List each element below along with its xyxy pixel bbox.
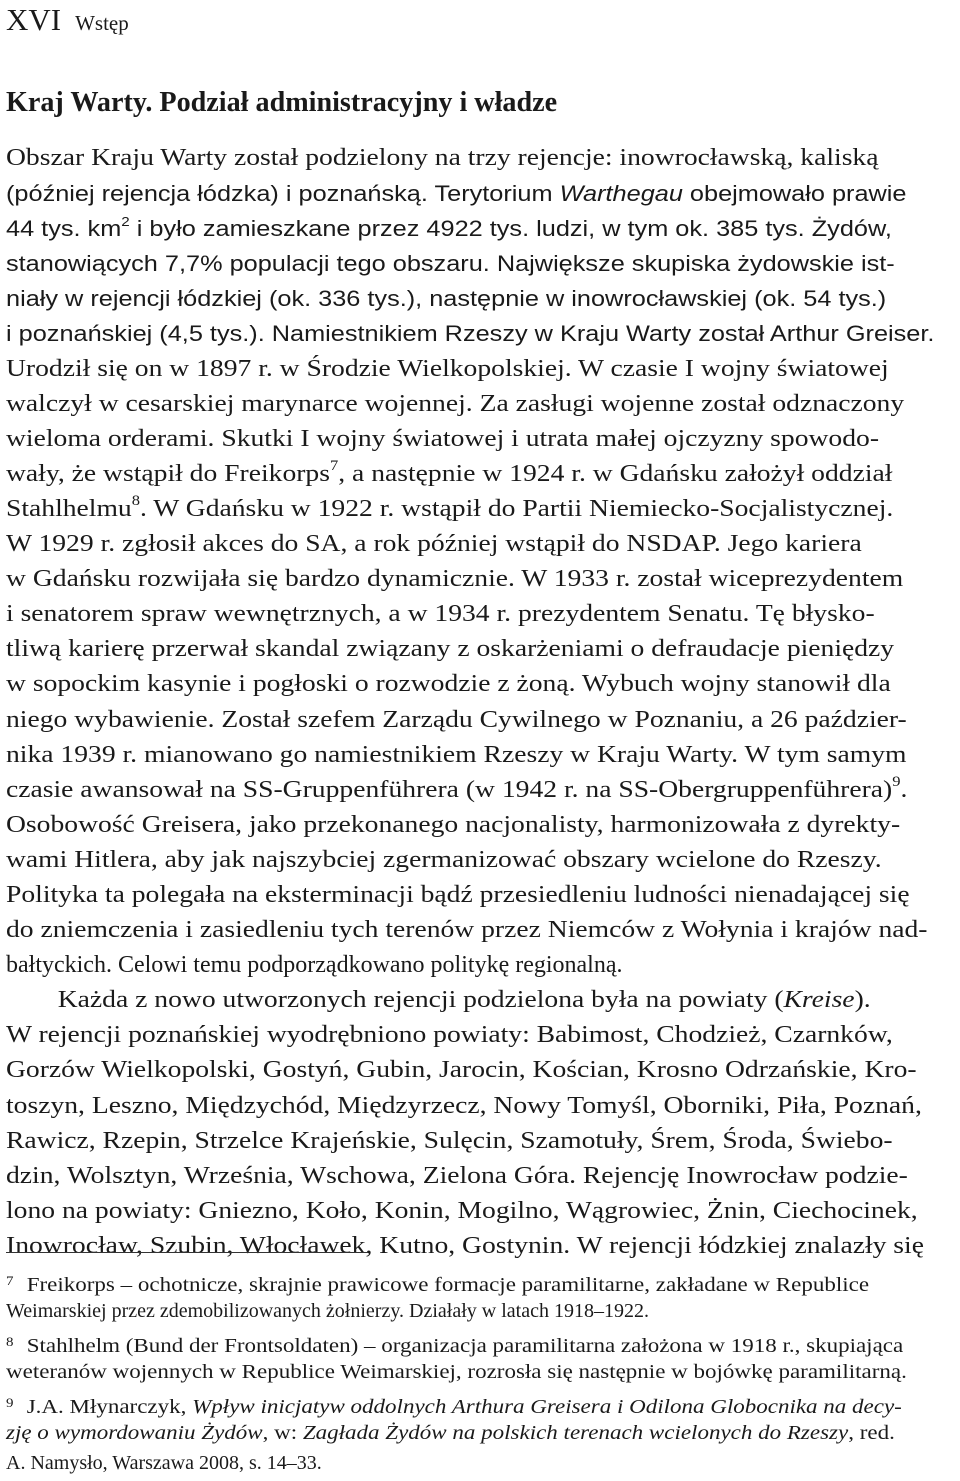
text-line	[6, 141, 956, 176]
text-line-content: (później rejencja łódzka) i poznańską. Terytorium Warthegau obejmowało prawie	[6, 181, 907, 207]
footnote-line	[6, 1327, 956, 1357]
footnote-line	[6, 1296, 956, 1326]
text-line-content: do zniemczenia i zasiedleniu tych terenów przez Niemców z Wołynia i krajów nad-	[6, 917, 928, 944]
text-line-content: lono na powiaty: Gniezno, Koło, Konin, Mogilno, Wągrowiec, Żnin, Ciechocinek,	[6, 1197, 918, 1224]
text-line-content: toszyn, Leszno, Międzychód, Międzyrzecz, Nowy Tomyśl, Oborniki, Piła, Poznań,	[6, 1092, 922, 1119]
footnote-number: 9	[6, 1394, 14, 1410]
text-line-content: Inowrocław, Szubin, Włocławek, Kutno, Gostynin. W rejencji łódzkiej znalazły się	[6, 1232, 924, 1259]
text-line-content: niały w rejencji łódzkiej (ok. 336 tys.), następnie w inowrocławskiej (ok. 54 tys.)	[6, 286, 887, 312]
footnote-text: A. Namysło, Warszawa 2008, s. 14–33.	[6, 1452, 322, 1475]
text-line-content: W 1929 r. zgłosił akces do SA, a rok później wstąpił do NSDAP. Jego kariera	[6, 531, 862, 558]
running-title: Wstęp	[75, 11, 129, 35]
text-line-content: wały, że wstąpił do Freikorps$^7$, a następnie w 1924 r. w Gdańsku założył oddział	[6, 458, 893, 487]
text-line	[6, 983, 956, 1018]
text-line	[6, 387, 956, 422]
text-line-content: Każda z nowo utworzonych rejencji podzielona była na powiaty (Kreise).	[57, 987, 871, 1014]
text-line-content: Stahlhelmu$^8$. W Gdańsku w 1922 r. wstąpił do Partii Niemiecko-Socjalistycznej.	[6, 493, 894, 522]
footnote-text: 8 Stahlhelm (Bund der Frontsoldaten) – organizacja paramilitarna założona w 1918 r., skupiająca	[6, 1327, 903, 1361]
text-line	[6, 176, 956, 211]
running-header	[6, 0, 129, 40]
text-line-content: Polityka ta polegała na eksterminacji bądź przesiedleniu ludności nienadającej się	[6, 881, 910, 908]
footnote-text: weteranów wojennych w Republice Weimarskiej, rozrosła się następnie w bojówkę paramilitarną.	[6, 1361, 907, 1384]
footnote-text: Weimarskiej przez zdemobilizowanych żołnierzy. Działały w latach 1918–1922.	[6, 1300, 649, 1323]
text-line	[6, 316, 956, 351]
section-title: Kraj Warty. Podział administracyjny i władze	[6, 86, 558, 118]
text-line	[6, 246, 956, 281]
text-line-content: dzin, Wolsztyn, Września, Wschowa, Zielona Góra. Rejencję Inowrocław podzie-	[6, 1162, 908, 1189]
text-line	[6, 843, 956, 878]
text-line-content: czasie awansował na SS-Gruppenführera (w 1942 r. na SS-Obergruppenführera)$^9$.	[6, 773, 908, 803]
text-line-content: W rejencji poznańskiej wyodrębniono powiaty: Babimost, Chodzież, Czarnków,	[6, 1022, 893, 1049]
text-line-content: Urodził się on w 1897 r. w Środzie Wielkopolskiej. W czasie I wojny światowej	[6, 355, 889, 382]
text-line-content: i senatorem spraw wewnętrznych, a w 1934 r. prezydentem Senatu. Tę błysko-	[6, 601, 875, 628]
text-line-content: stanowiących 7,7% populacji tego obszaru. Największe skupiska żydowskie ist-	[6, 251, 895, 277]
text-line	[6, 457, 956, 492]
footnote-separator	[6, 1252, 368, 1253]
text-line-content: Osobowość Greisera, jako przekonanego nacjonalisty, harmonizowała z dyrekty-	[6, 811, 901, 838]
footnote-number: 8	[6, 1333, 14, 1349]
text-line	[6, 1089, 956, 1124]
text-line	[6, 1194, 956, 1229]
footnote-line	[6, 1357, 956, 1387]
text-line	[6, 703, 956, 738]
text-line	[6, 527, 956, 562]
text-line	[6, 562, 956, 597]
text-line	[6, 667, 956, 702]
text-line	[6, 211, 956, 246]
footnote-text: 7 Freikorps – ochotnicze, skrajnie prawicowe formacje paramilitarne, zakładane w Republice	[6, 1266, 869, 1300]
footnote-line	[6, 1418, 956, 1448]
text-line	[6, 1053, 956, 1088]
text-line-content: Rawicz, Rzepin, Strzelce Krajeńskie, Sulęcin, Szamotuły, Śrem, Środa, Świebo-	[6, 1127, 893, 1154]
text-line	[6, 913, 956, 948]
text-line-content: walczył w cesarskiej marynarce wojennej. Za zasługi wojenne został odznaczony	[6, 390, 905, 417]
text-line-content: wami Hitlera, aby jak najszybciej zgermanizować obszary wcielone do Rzeszy.	[6, 846, 882, 873]
text-line	[6, 632, 956, 667]
footnote-text: 9 J.A. Młynarczyk, Wpływ inicjatyw oddolnych Arthura Greisera i Odilona Globocnika na decy-	[6, 1388, 902, 1422]
footnote-number: 7	[6, 1273, 14, 1288]
page-number: XVI	[6, 2, 62, 37]
text-line-content: w sopockim kasynie i pogłoski o rozwodzie z żoną. Wybuch wojny stanowił dla	[6, 671, 891, 698]
text-line-content: wieloma orderami. Skutki I wojny światowej i utrata małej ojczyzny spowodo-	[6, 425, 880, 452]
body-text	[6, 141, 956, 1264]
text-line	[6, 352, 956, 387]
text-line-content: nika 1939 r. mianowano go namiestnikiem Rzeszy w Kraju Warty. W tym samym	[6, 741, 907, 768]
text-line	[6, 597, 956, 632]
text-line	[6, 878, 956, 913]
text-line	[6, 1018, 956, 1053]
text-line	[6, 738, 956, 773]
text-line-content: 44 tys. $km^2$ i było zamieszkane przez 4922 tys. ludzi, w tym ok. 385 tys. Żydów,	[6, 214, 892, 242]
text-line-content: i poznańskiej (4,5 tys.). Namiestnikiem Rzeszy w Kraju Warty został Arthur Greiser.	[6, 321, 935, 347]
text-line	[6, 1124, 956, 1159]
footnote-line	[6, 1448, 956, 1478]
text-line-content: niego wybawienie. Został szefem Zarządu Cywilnego w Poznaniu, a 26 paździer-	[6, 706, 907, 733]
text-line	[6, 1159, 956, 1194]
footnotes	[6, 1266, 956, 1479]
text-line-content: w Gdańsku rozwijała się bardzo dynamicznie. W 1933 r. został wiceprezydentem	[6, 566, 904, 593]
text-line	[6, 773, 956, 808]
footnote-line	[6, 1388, 956, 1418]
text-line-content: tliwą karierę przerwał skandal związany z oskarżeniami o defraudacje pieniędzy	[6, 636, 895, 663]
text-line	[6, 808, 956, 843]
footnote-text: zję o wymordowaniu Żydów, w: Zagłada Żydów na polskich terenach wcielonych do Rzeszy, red.	[6, 1421, 895, 1444]
text-line-content: Obszar Kraju Warty został podzielony na trzy rejencje: inowrocławską, kaliską	[6, 145, 879, 171]
text-line-content: bałtyckich. Celowi temu podporządkowano politykę regionalną.	[6, 952, 623, 979]
text-line-content: Gorzów Wielkopolski, Gostyń, Gubin, Jarocin, Kościan, Krosno Odrzańskie, Kro-	[6, 1057, 917, 1084]
text-line	[6, 422, 956, 457]
text-line	[6, 1229, 956, 1264]
text-line	[6, 281, 956, 316]
text-line	[6, 948, 956, 983]
footnote-line	[6, 1266, 956, 1296]
text-line	[6, 492, 956, 527]
